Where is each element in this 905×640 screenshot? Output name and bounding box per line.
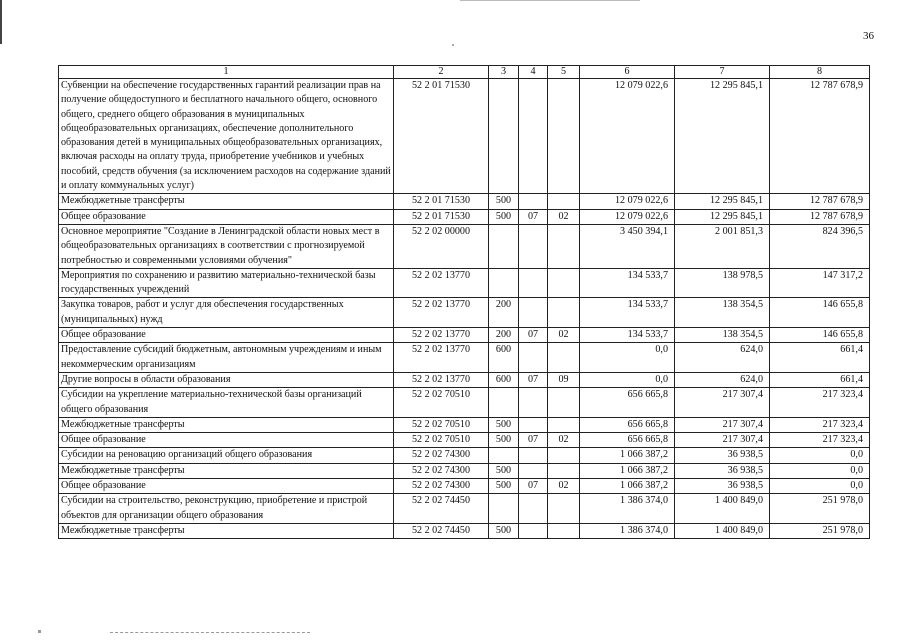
target-code: 52 2 02 70510 xyxy=(394,417,489,432)
column-header: 2 xyxy=(394,66,489,79)
expense-type: 500 xyxy=(489,209,519,224)
scan-edge-bottom xyxy=(110,632,310,634)
row-name: Субсидии на реновацию организаций общего образования xyxy=(59,448,394,463)
amount-year-2: 138 354,5 xyxy=(675,298,770,328)
target-code: 52 2 02 74450 xyxy=(394,494,489,524)
amount-year-1: 1 386 374,0 xyxy=(580,494,675,524)
budget-table xyxy=(58,65,870,539)
amount-year-3: 146 655,8 xyxy=(770,298,870,328)
expense-type: 200 xyxy=(489,298,519,328)
row-name: Межбюджетные трансферты xyxy=(59,194,394,209)
expense-type: 500 xyxy=(489,479,519,494)
amount-year-1: 3 450 394,1 xyxy=(580,224,675,268)
amount-year-2: 217 307,4 xyxy=(675,417,770,432)
amount-year-3: 217 323,4 xyxy=(770,417,870,432)
expense-type: 200 xyxy=(489,328,519,343)
row-name: Основное мероприятие "Создание в Ленинградской области новых мест в общеобразовательных организациях в соответствии с прогнозируемой потребностью и современными условиями обучения" xyxy=(59,224,394,268)
amount-year-2: 12 295 845,1 xyxy=(675,194,770,209)
page-number: 36 xyxy=(863,30,874,42)
subsection xyxy=(548,298,580,328)
subsection xyxy=(548,463,580,478)
amount-year-1: 1 066 387,2 xyxy=(580,448,675,463)
amount-year-3: 0,0 xyxy=(770,448,870,463)
amount-year-1: 1 066 387,2 xyxy=(580,479,675,494)
subsection xyxy=(548,79,580,194)
target-code: 52 2 02 13770 xyxy=(394,298,489,328)
amount-year-3: 146 655,8 xyxy=(770,328,870,343)
table-row xyxy=(59,343,870,373)
amount-year-2: 624,0 xyxy=(675,343,770,373)
section xyxy=(519,448,548,463)
table-header-row xyxy=(59,66,870,79)
amount-year-2: 217 307,4 xyxy=(675,388,770,418)
amount-year-3: 147 317,2 xyxy=(770,268,870,298)
subsection xyxy=(548,343,580,373)
column-header: 6 xyxy=(580,66,675,79)
table-row xyxy=(59,209,870,224)
section xyxy=(519,388,548,418)
expense-type: 500 xyxy=(489,523,519,538)
amount-year-3: 12 787 678,9 xyxy=(770,209,870,224)
column-header: 1 xyxy=(59,66,394,79)
amount-year-3: 251 978,0 xyxy=(770,523,870,538)
table-row xyxy=(59,388,870,418)
row-name: Другие вопросы в области образования xyxy=(59,372,394,387)
scan-edge-left xyxy=(0,0,2,44)
section xyxy=(519,523,548,538)
target-code: 52 2 02 74300 xyxy=(394,448,489,463)
target-code: 52 2 02 00000 xyxy=(394,224,489,268)
expense-type: 600 xyxy=(489,343,519,373)
target-code: 52 2 02 13770 xyxy=(394,328,489,343)
expense-type xyxy=(489,268,519,298)
row-name: Межбюджетные трансферты xyxy=(59,523,394,538)
expense-type: 500 xyxy=(489,463,519,478)
subsection xyxy=(548,268,580,298)
column-header: 5 xyxy=(548,66,580,79)
section xyxy=(519,494,548,524)
section xyxy=(519,298,548,328)
amount-year-2: 36 938,5 xyxy=(675,463,770,478)
amount-year-1: 656 665,8 xyxy=(580,417,675,432)
amount-year-1: 0,0 xyxy=(580,343,675,373)
section: 07 xyxy=(519,209,548,224)
section xyxy=(519,268,548,298)
table-row xyxy=(59,194,870,209)
section xyxy=(519,79,548,194)
target-code: 52 2 02 74450 xyxy=(394,523,489,538)
table-row xyxy=(59,479,870,494)
amount-year-2: 624,0 xyxy=(675,372,770,387)
subsection: 02 xyxy=(548,328,580,343)
amount-year-2: 36 938,5 xyxy=(675,448,770,463)
amount-year-3: 661,4 xyxy=(770,372,870,387)
amount-year-2: 138 354,5 xyxy=(675,328,770,343)
subsection xyxy=(548,523,580,538)
table-row xyxy=(59,79,870,194)
subsection: 09 xyxy=(548,372,580,387)
amount-year-2: 36 938,5 xyxy=(675,479,770,494)
target-code: 52 2 02 13770 xyxy=(394,372,489,387)
table-row xyxy=(59,328,870,343)
amount-year-2: 12 295 845,1 xyxy=(675,79,770,194)
row-name: Общее образование xyxy=(59,479,394,494)
target-code: 52 2 01 71530 xyxy=(394,79,489,194)
column-header: 3 xyxy=(489,66,519,79)
amount-year-2: 12 295 845,1 xyxy=(675,209,770,224)
row-name: Общее образование xyxy=(59,433,394,448)
subsection xyxy=(548,388,580,418)
expense-type: 500 xyxy=(489,433,519,448)
table-row xyxy=(59,372,870,387)
amount-year-1: 12 079 022,6 xyxy=(580,79,675,194)
row-name: Субсидии на укрепление материально-технической базы организаций общего образования xyxy=(59,388,394,418)
scan-speck xyxy=(452,44,454,46)
column-header: 4 xyxy=(519,66,548,79)
subsection: 02 xyxy=(548,209,580,224)
table-body xyxy=(59,79,870,539)
subsection xyxy=(548,194,580,209)
row-name: Общее образование xyxy=(59,328,394,343)
table-row xyxy=(59,433,870,448)
table-row xyxy=(59,224,870,268)
table-row xyxy=(59,448,870,463)
row-name: Общее образование xyxy=(59,209,394,224)
expense-type xyxy=(489,494,519,524)
expense-type xyxy=(489,224,519,268)
amount-year-3: 661,4 xyxy=(770,343,870,373)
expense-type xyxy=(489,448,519,463)
target-code: 52 2 02 74300 xyxy=(394,463,489,478)
table-row xyxy=(59,494,870,524)
section: 07 xyxy=(519,372,548,387)
row-name: Мероприятия по сохранению и развитию материально-технической базы государственных учреждений xyxy=(59,268,394,298)
amount-year-1: 12 079 022,6 xyxy=(580,209,675,224)
target-code: 52 2 02 13770 xyxy=(394,343,489,373)
amount-year-2: 2 001 851,3 xyxy=(675,224,770,268)
target-code: 52 2 02 13770 xyxy=(394,268,489,298)
row-name: Субсидии на строительство, реконструкцию, приобретение и пристрой объектов для организации общего образования xyxy=(59,494,394,524)
expense-type: 500 xyxy=(489,417,519,432)
subsection xyxy=(548,417,580,432)
expense-type: 500 xyxy=(489,194,519,209)
subsection xyxy=(548,224,580,268)
amount-year-1: 134 533,7 xyxy=(580,268,675,298)
amount-year-1: 134 533,7 xyxy=(580,298,675,328)
amount-year-2: 1 400 849,0 xyxy=(675,494,770,524)
row-name: Закупка товаров, работ и услуг для обеспечения государственных (муниципальных) нужд xyxy=(59,298,394,328)
table-row xyxy=(59,417,870,432)
amount-year-3: 824 396,5 xyxy=(770,224,870,268)
row-name: Межбюджетные трансферты xyxy=(59,463,394,478)
section xyxy=(519,194,548,209)
expense-type: 600 xyxy=(489,372,519,387)
column-header: 7 xyxy=(675,66,770,79)
column-header: 8 xyxy=(770,66,870,79)
amount-year-1: 656 665,8 xyxy=(580,388,675,418)
subsection: 02 xyxy=(548,433,580,448)
amount-year-3: 251 978,0 xyxy=(770,494,870,524)
amount-year-1: 134 533,7 xyxy=(580,328,675,343)
section: 07 xyxy=(519,433,548,448)
section: 07 xyxy=(519,328,548,343)
amount-year-3: 12 787 678,9 xyxy=(770,79,870,194)
amount-year-2: 1 400 849,0 xyxy=(675,523,770,538)
table-row xyxy=(59,298,870,328)
table-row xyxy=(59,523,870,538)
section: 07 xyxy=(519,479,548,494)
expense-type xyxy=(489,388,519,418)
row-name: Субвенции на обеспечение государственных гарантий реализации прав на получение общедоступного и бесплатного начального общего, основного общего, среднего общего образования в муниципальных общеобразовательных организациях, обеспечение дополнительного образования детей в муниципальных общеобразовательных организациях, включая расходы на оплату труда, приобретение учебников и учебных пособий, средств обучения (за исключением расходов на содержание зданий и оплату коммунальных услуг) xyxy=(59,79,394,194)
target-code: 52 2 01 71530 xyxy=(394,209,489,224)
section xyxy=(519,417,548,432)
section xyxy=(519,343,548,373)
expense-type xyxy=(489,79,519,194)
amount-year-3: 217 323,4 xyxy=(770,433,870,448)
amount-year-2: 217 307,4 xyxy=(675,433,770,448)
table-row xyxy=(59,268,870,298)
scan-edge-top xyxy=(460,0,640,1)
row-name: Межбюджетные трансферты xyxy=(59,417,394,432)
section xyxy=(519,224,548,268)
subsection: 02 xyxy=(548,479,580,494)
amount-year-3: 0,0 xyxy=(770,463,870,478)
row-name: Предоставление субсидий бюджетным, автономным учреждениям и иным некоммерческим организациям xyxy=(59,343,394,373)
table-row xyxy=(59,463,870,478)
scan-speck-bottom xyxy=(38,630,41,633)
amount-year-1: 656 665,8 xyxy=(580,433,675,448)
subsection xyxy=(548,448,580,463)
amount-year-3: 217 323,4 xyxy=(770,388,870,418)
amount-year-2: 138 978,5 xyxy=(675,268,770,298)
subsection xyxy=(548,494,580,524)
amount-year-1: 0,0 xyxy=(580,372,675,387)
amount-year-3: 12 787 678,9 xyxy=(770,194,870,209)
target-code: 52 2 02 70510 xyxy=(394,433,489,448)
target-code: 52 2 02 70510 xyxy=(394,388,489,418)
section xyxy=(519,463,548,478)
amount-year-1: 12 079 022,6 xyxy=(580,194,675,209)
target-code: 52 2 01 71530 xyxy=(394,194,489,209)
target-code: 52 2 02 74300 xyxy=(394,479,489,494)
amount-year-1: 1 386 374,0 xyxy=(580,523,675,538)
amount-year-1: 1 066 387,2 xyxy=(580,463,675,478)
amount-year-3: 0,0 xyxy=(770,479,870,494)
